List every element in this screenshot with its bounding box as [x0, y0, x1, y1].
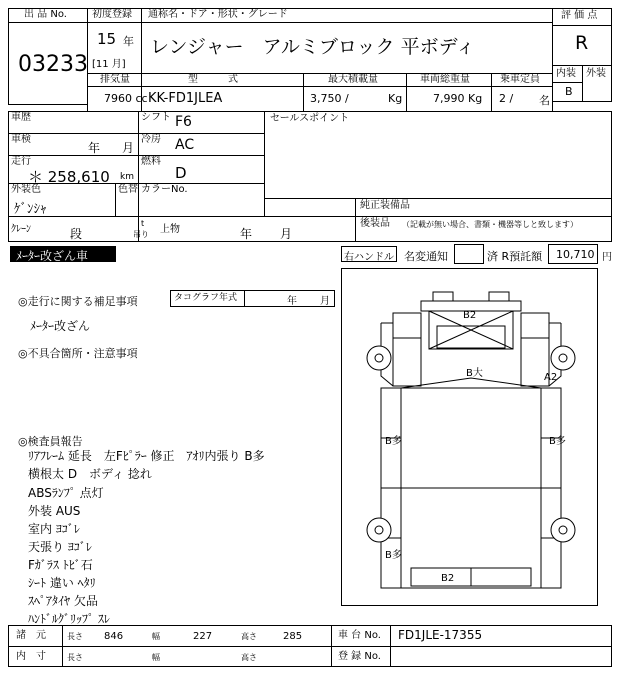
registration-year-unit: 年: [123, 35, 134, 48]
crane-stage: 段: [70, 227, 83, 241]
tachograph-label: タコグラフ年式: [174, 293, 238, 303]
color-code-label: カラーNo.: [141, 184, 188, 195]
capacity-unit: 名: [539, 94, 550, 107]
dims-label: 諸 元: [16, 630, 46, 641]
fuel-label: 燃料: [141, 156, 161, 167]
capacity-label: 乗車定員: [500, 74, 540, 85]
inspector-line: Fｶﾞﾗｽ ﾄﾋﾞ石: [28, 558, 93, 572]
displacement: 7960 cc: [104, 92, 148, 105]
inspection-year: 年: [88, 141, 101, 155]
payload: 3,750 /: [310, 92, 349, 105]
loading-month: 月: [280, 227, 293, 241]
height: 285: [283, 631, 303, 642]
interior-grade: B: [565, 85, 573, 98]
inner-width-label: 幅: [152, 653, 160, 662]
displacement-label: 排気量: [100, 74, 130, 85]
registration-year: 15: [97, 30, 117, 48]
meter-tampered-text: ﾒｰﾀｰ改ざん車: [16, 249, 89, 263]
inspector-line: ﾊﾝﾄﾞﾙｸﾞﾘｯﾌﾟ ｽﾚ: [28, 612, 110, 626]
inspector-line: ｼｰﾄ 違い ﾍﾀﾘ: [28, 576, 96, 590]
color-label: 外装色: [11, 184, 41, 195]
ac: AC: [175, 137, 195, 153]
color-change-label: 色替: [118, 184, 138, 195]
gross-weight: 7,990 Kg: [433, 92, 483, 105]
inner-length-label: 長さ: [67, 653, 83, 662]
width: 227: [193, 631, 213, 642]
driving-heading: ◎走行に関する補足事項: [18, 295, 138, 308]
driving-note: ﾒｰﾀｰ改ざん: [30, 319, 91, 333]
tachograph-month: 月: [320, 296, 330, 307]
length-label: 長さ: [67, 632, 83, 641]
gross-weight-label: 車両総重量: [420, 74, 470, 85]
defects-heading: ◎不具合箇所・注意事項: [18, 347, 138, 360]
model-name-label: 通称名・ドア・形状・グレード: [148, 9, 288, 20]
name-change-label: 名変通知: [404, 250, 448, 263]
crane-hang: 吊り: [133, 230, 149, 239]
color: ｹﾞﾝｼｬ: [14, 202, 47, 217]
right-hand-drive: 右ハンドル: [344, 252, 394, 263]
shift-label: シフト: [141, 112, 171, 123]
payload-label: 最大積載量: [328, 74, 378, 85]
equipment-label: 純正装備品: [360, 200, 410, 211]
recycle-amount: 10,710: [556, 248, 595, 261]
crane-ton: t: [141, 219, 145, 228]
grade-label: 評 価 点: [561, 10, 598, 21]
crane-label: ｸﾚｰﾝ: [11, 224, 31, 235]
mileage: ＊ 258,610: [28, 168, 110, 186]
mileage-unit: km: [120, 172, 134, 182]
loading-year: 年: [240, 227, 253, 241]
damage-mark: B2: [463, 310, 477, 321]
inspector-line: 天張り ﾖｺﾞﾚ: [28, 540, 92, 554]
inspector-heading: ◎検査員報告: [18, 435, 83, 448]
inner-height-label: 高さ: [241, 653, 257, 662]
truck-diagram: [341, 268, 598, 606]
inspector-line: ｽﾍﾟｱﾀｲﾔ 欠品: [28, 594, 98, 608]
inspector-line: ABSﾗﾝﾌﾟ 点灯: [28, 486, 104, 500]
interior-grade-label: 内装: [556, 68, 576, 79]
damage-mark: B多: [385, 436, 402, 447]
loading-label: 上物: [160, 224, 180, 235]
lot-number-label: 出 品 No.: [24, 9, 67, 20]
aftermarket-label: 後装品: [360, 218, 390, 229]
overall-grade: R: [575, 32, 589, 54]
first-registration-label: 初度登録: [92, 9, 132, 20]
model-code: KK-FD1JLEA: [148, 91, 223, 106]
sales-points-label: セールスポイント: [270, 113, 350, 124]
model-code-label: 型 式: [188, 74, 238, 85]
capacity: 2 /: [499, 92, 514, 105]
inner-dims-label: 内 寸: [16, 651, 46, 662]
model-name: レンジャー アルミブロック 平ボディ: [150, 36, 476, 58]
fuel: D: [175, 164, 187, 182]
inspection-month: 月: [122, 141, 135, 155]
length: 846: [104, 631, 124, 642]
damage-mark: A2: [544, 372, 558, 383]
chassis-label: 車 台 No.: [338, 630, 381, 641]
damage-mark: B大: [466, 368, 483, 379]
history-label: 車歴: [11, 112, 31, 123]
lot-number: 03233: [18, 52, 88, 77]
tachograph-year: 年: [287, 296, 297, 307]
shift: F6: [175, 114, 192, 130]
damage-mark: B多: [549, 436, 566, 447]
inspector-line: ﾘｱﾌﾚｰﾑ 延長 左Fﾋﾟﾗｰ 修正 ｱｵﾘ内張り B多: [28, 449, 265, 463]
mileage-label: 走行: [11, 156, 31, 167]
inspector-line: 横根太 D ボディ 捻れ: [28, 467, 152, 481]
registration-month: [11 月]: [92, 59, 126, 70]
chassis-number: FD1JLE-17355: [398, 628, 483, 642]
inspector-line: 室内 ﾖｺﾞﾚ: [28, 522, 80, 536]
inspection-label: 車検: [11, 134, 31, 145]
payload-unit: Kg: [388, 92, 403, 105]
width-label: 幅: [152, 632, 160, 641]
damage-mark: B2: [441, 573, 455, 584]
height-label: 高さ: [241, 632, 257, 641]
ac-label: 冷房: [141, 134, 161, 145]
inspector-line: 外装 AUS: [28, 504, 81, 518]
recycle-label: 済 R預託額: [487, 250, 543, 263]
recycle-unit: 円: [602, 252, 612, 263]
exterior-grade-label: 外装: [586, 68, 606, 79]
name-change-box: [454, 244, 484, 264]
registration-number-label: 登 録 No.: [338, 651, 381, 662]
damage-mark: B多: [385, 550, 402, 561]
aftermarket-note: （記載が無い場合、書類・機器等しと致します）: [402, 220, 578, 229]
